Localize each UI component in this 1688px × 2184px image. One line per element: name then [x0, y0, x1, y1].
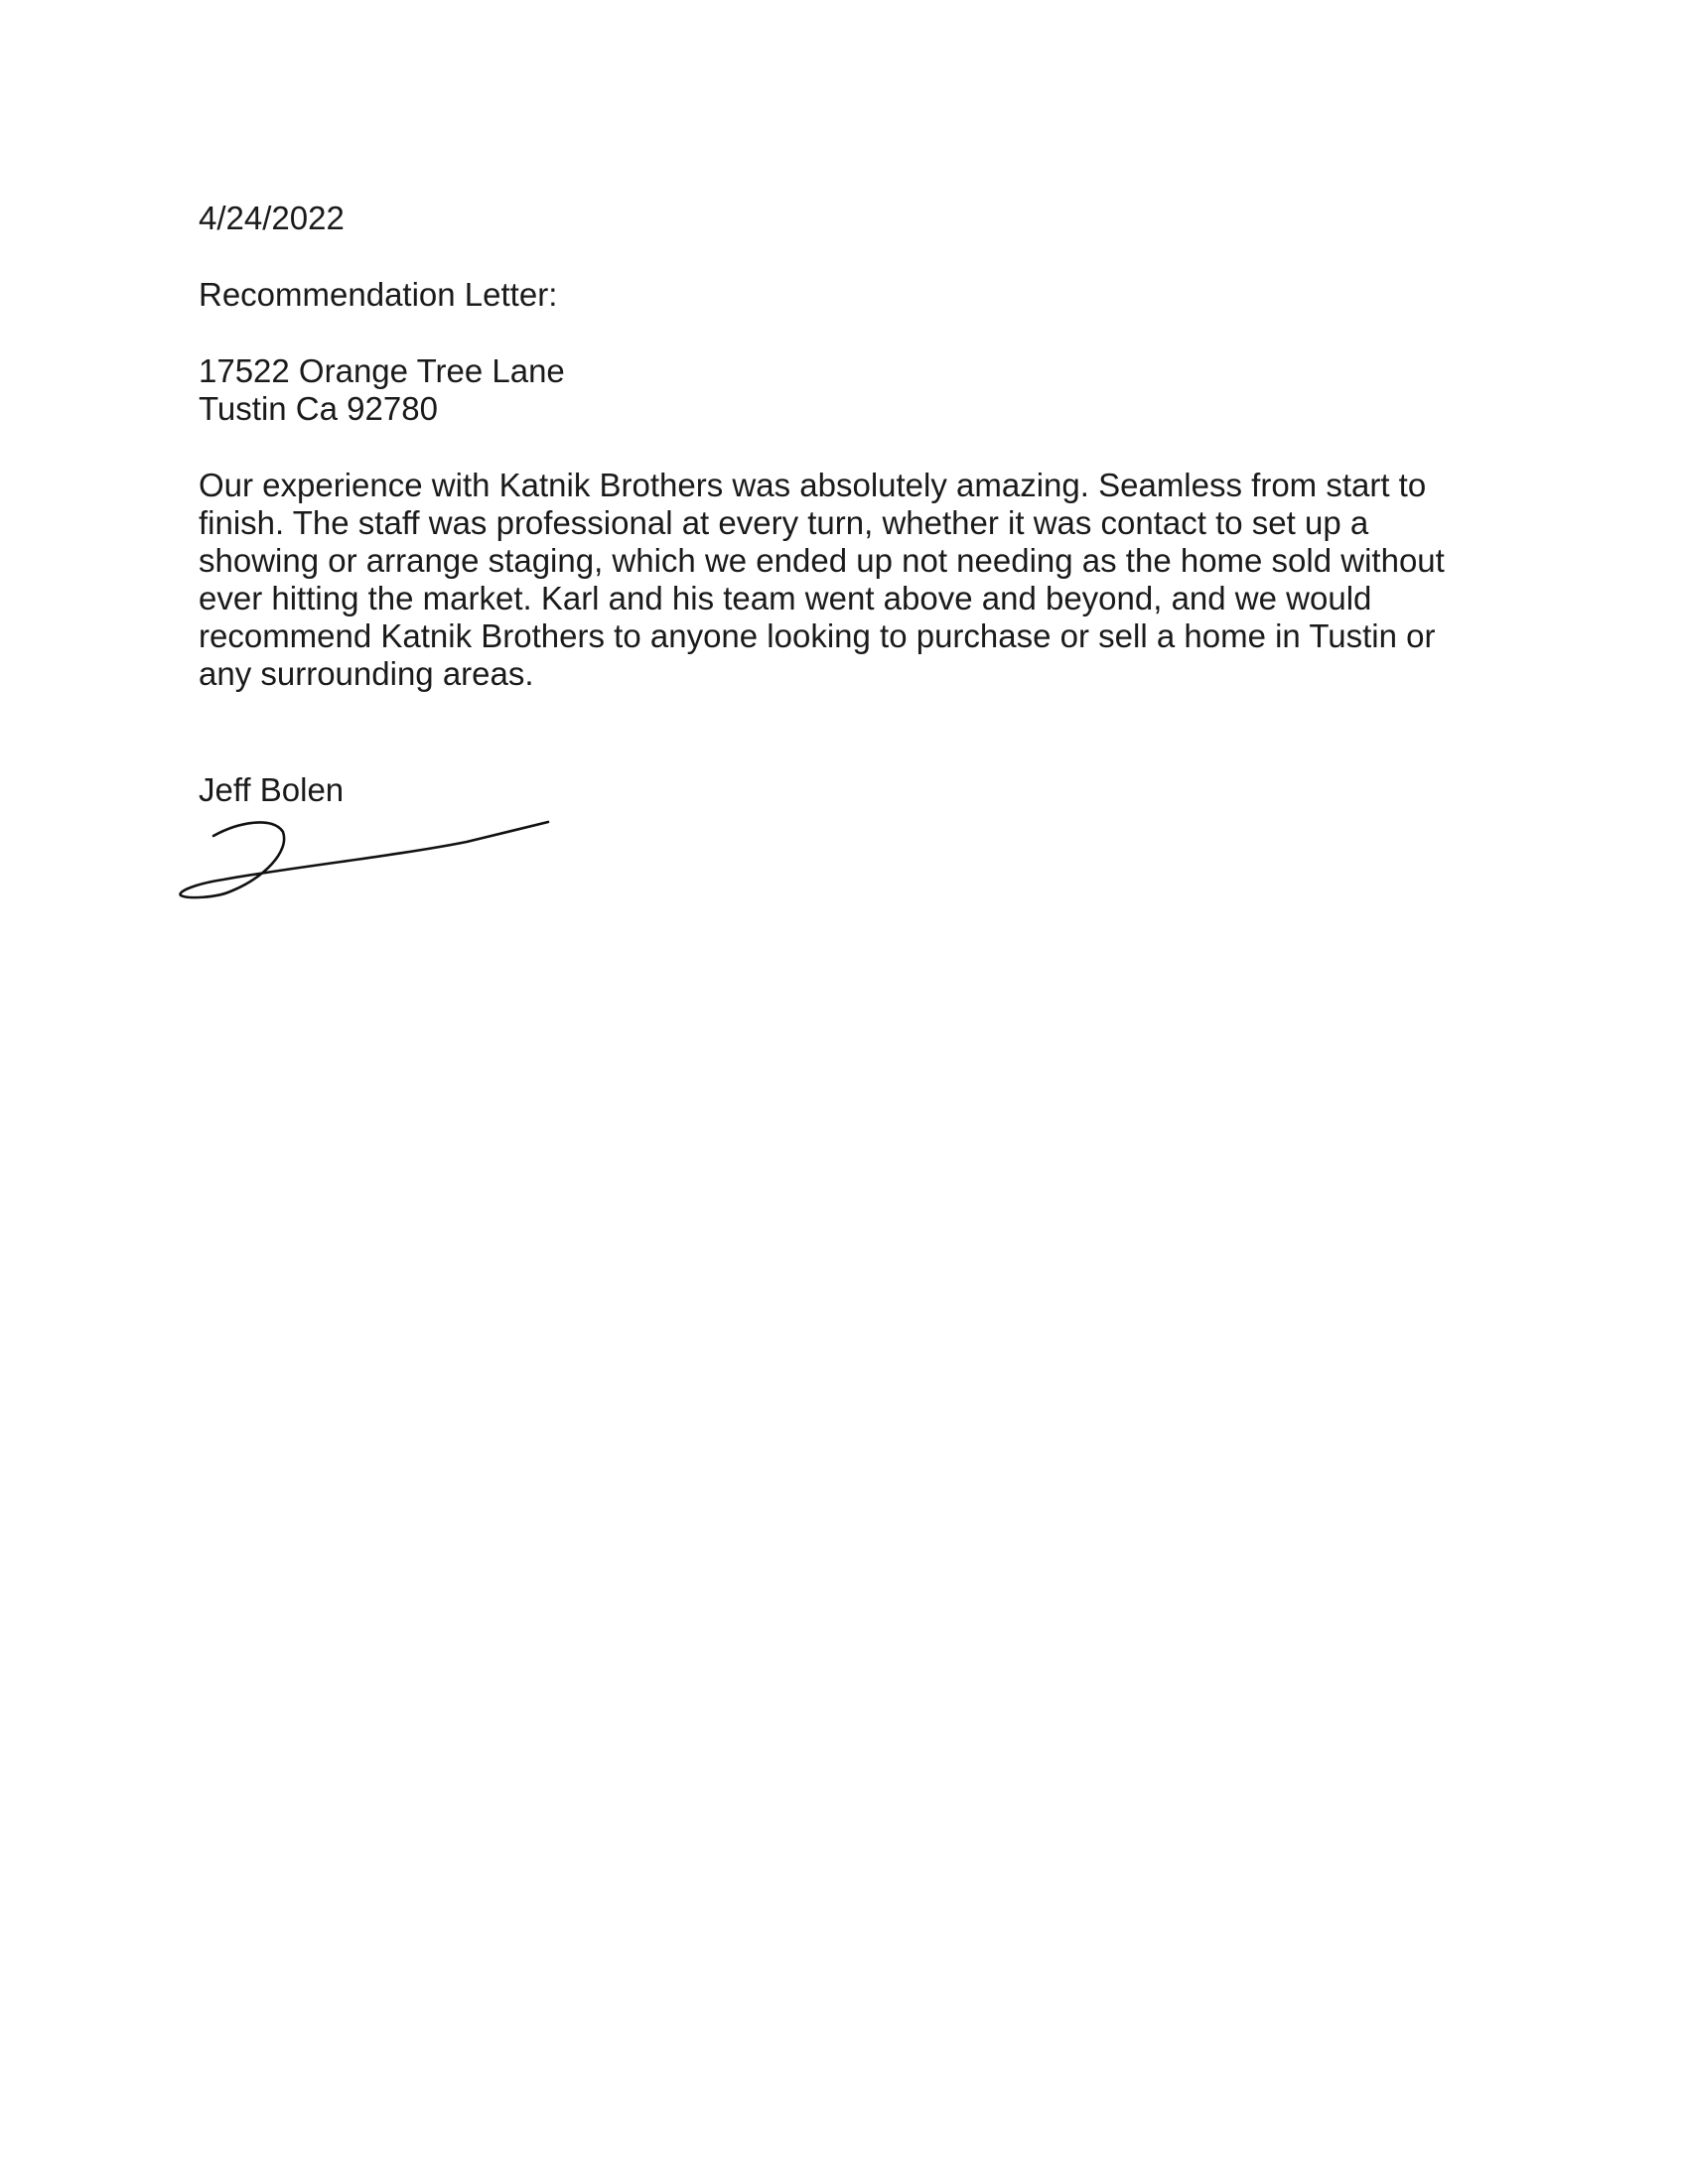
- letter-date: 4/24/2022: [199, 200, 345, 236]
- signer-name: Jeff Bolen: [199, 771, 345, 808]
- body-line: Our experience with Katnik Brothers was absolutely amazing. Seamless from start to: [199, 467, 1427, 503]
- address-line-2: Tustin Ca 92780: [199, 390, 438, 427]
- body-line: finish. The staff was professional at every turn, whether it was contact to set up a: [199, 504, 1369, 541]
- address-line-1: 17522 Orange Tree Lane: [199, 352, 565, 389]
- body-line: recommend Katnik Brothers to anyone looking to purchase or sell a home in Tustin or: [199, 617, 1436, 654]
- letter-body: [199, 467, 1445, 693]
- body-line: any surrounding areas.: [199, 655, 534, 692]
- letter-heading: Recommendation Letter:: [199, 276, 558, 313]
- body-line: showing or arrange staging, which we ended up not needing as the home sold without: [199, 542, 1445, 579]
- body-line: ever hitting the market. Karl and his team went above and beyond, and we would: [199, 580, 1372, 616]
- signature-icon: [169, 804, 566, 913]
